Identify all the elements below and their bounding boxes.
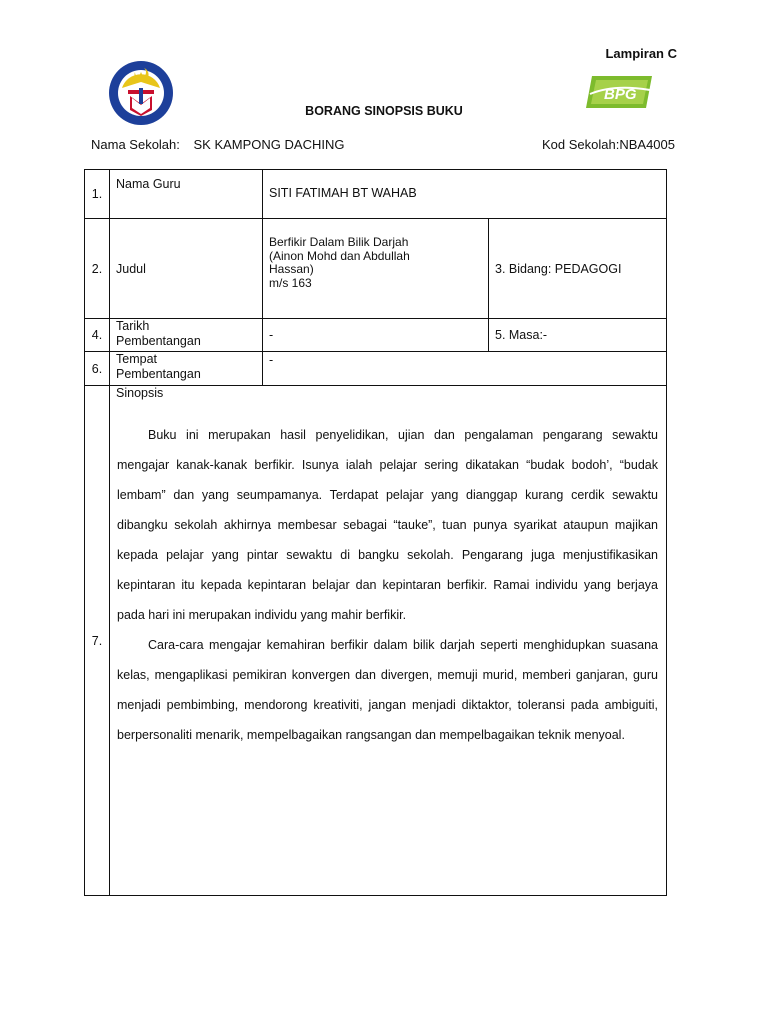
book-page-line: m/s 163 — [269, 275, 312, 290]
school-name-value: SK KAMPONG DACHING — [193, 137, 345, 152]
place-value: - — [263, 352, 667, 386]
field-value: 3. Bidang: PEDAGOGI — [489, 219, 667, 319]
teacher-name-label: Nama Guru — [110, 170, 263, 219]
date-label — [110, 319, 263, 352]
date-label-line: Tarikh — [116, 319, 150, 333]
synopsis-label: Sinopsis — [116, 386, 164, 400]
form-row-synopsis — [85, 386, 667, 896]
row-number: 1. — [85, 170, 110, 219]
time-value: 5. Masa:- — [489, 319, 667, 352]
date-value: - — [263, 319, 489, 352]
row-number: 2. — [85, 219, 110, 319]
form-row-date — [85, 319, 667, 352]
book-title-line: Berfikir Dalam Bilik Darjah — [269, 235, 409, 249]
row-number: 7. — [85, 386, 110, 896]
bpg-logo-text: BPG — [604, 86, 637, 103]
form-row-place — [85, 352, 667, 386]
synopsis-paragraph: Buku ini merupakan hasil penyelidikan, ujian dan pengalaman pengarang sewaktu mengajar kanak-kanak berfikir. Isunya ialah pelajar sering dikatakan “budak bodoh’, “budak lembam” dan yang seumpamanya. Terdapat pelajar yang dianggap kurang cerdik sewaktu dibangku sekolah akhirnya membesar sebagai “tauke”, tuan punya syarikat ataupun majikan kepada pelajar yang pintar sewaktu di bangku sekolah. Pengarang juga menjustifikasikan kepintaran itu kepada kepintaran belajar dan kepintaran berfikir. Ramai individu yang berjaya pada hari ini merupakan individu yang mahir berfikir. — [117, 428, 658, 622]
school-code: Kod Sekolah:NBA4005 — [542, 137, 675, 152]
synopsis-form-table — [84, 169, 667, 896]
school-name-label: Nama Sekolah: — [91, 137, 180, 152]
book-author-line: (Ainon Mohd dan Abdullah — [269, 248, 410, 263]
date-label-line: Pembentangan — [116, 334, 201, 348]
teacher-name-value: SITI FATIMAH BT WAHAB — [263, 170, 667, 219]
synopsis-body — [110, 400, 666, 750]
form-row-teacher — [85, 170, 667, 219]
place-label — [110, 352, 263, 386]
book-author-line: Hassan) — [269, 262, 314, 276]
place-label-line: Tempat — [116, 352, 157, 366]
form-title: BORANG SINOPSIS BUKU — [305, 104, 463, 118]
form-row-title — [85, 219, 667, 319]
synopsis-paragraph: Cara-cara mengajar kemahiran berfikir dalam bilik darjah seperti menghidupkan suasana kelas, mengaplikasi pemikiran konvergen dan divergen, memuji murid, memberi ganjaran, guru menjadi pembimbing, mendorong kreativiti, jangan menjadi diktaktor, toleransi pada ambiguiti, berpersonaliti menarik, mempelbagaikan rangsangan dan mempelbagaikan teknik menyoal. — [117, 638, 658, 742]
row-number: 4. — [85, 319, 110, 352]
place-label-line: Pembentangan — [116, 367, 201, 381]
lampiran-label: Lampiran C — [605, 46, 677, 61]
title-label: Judul — [110, 219, 263, 319]
row-number: 6. — [85, 352, 110, 386]
book-title-value — [263, 219, 489, 319]
synopsis-cell — [110, 386, 667, 896]
school-name-group — [91, 137, 344, 152]
